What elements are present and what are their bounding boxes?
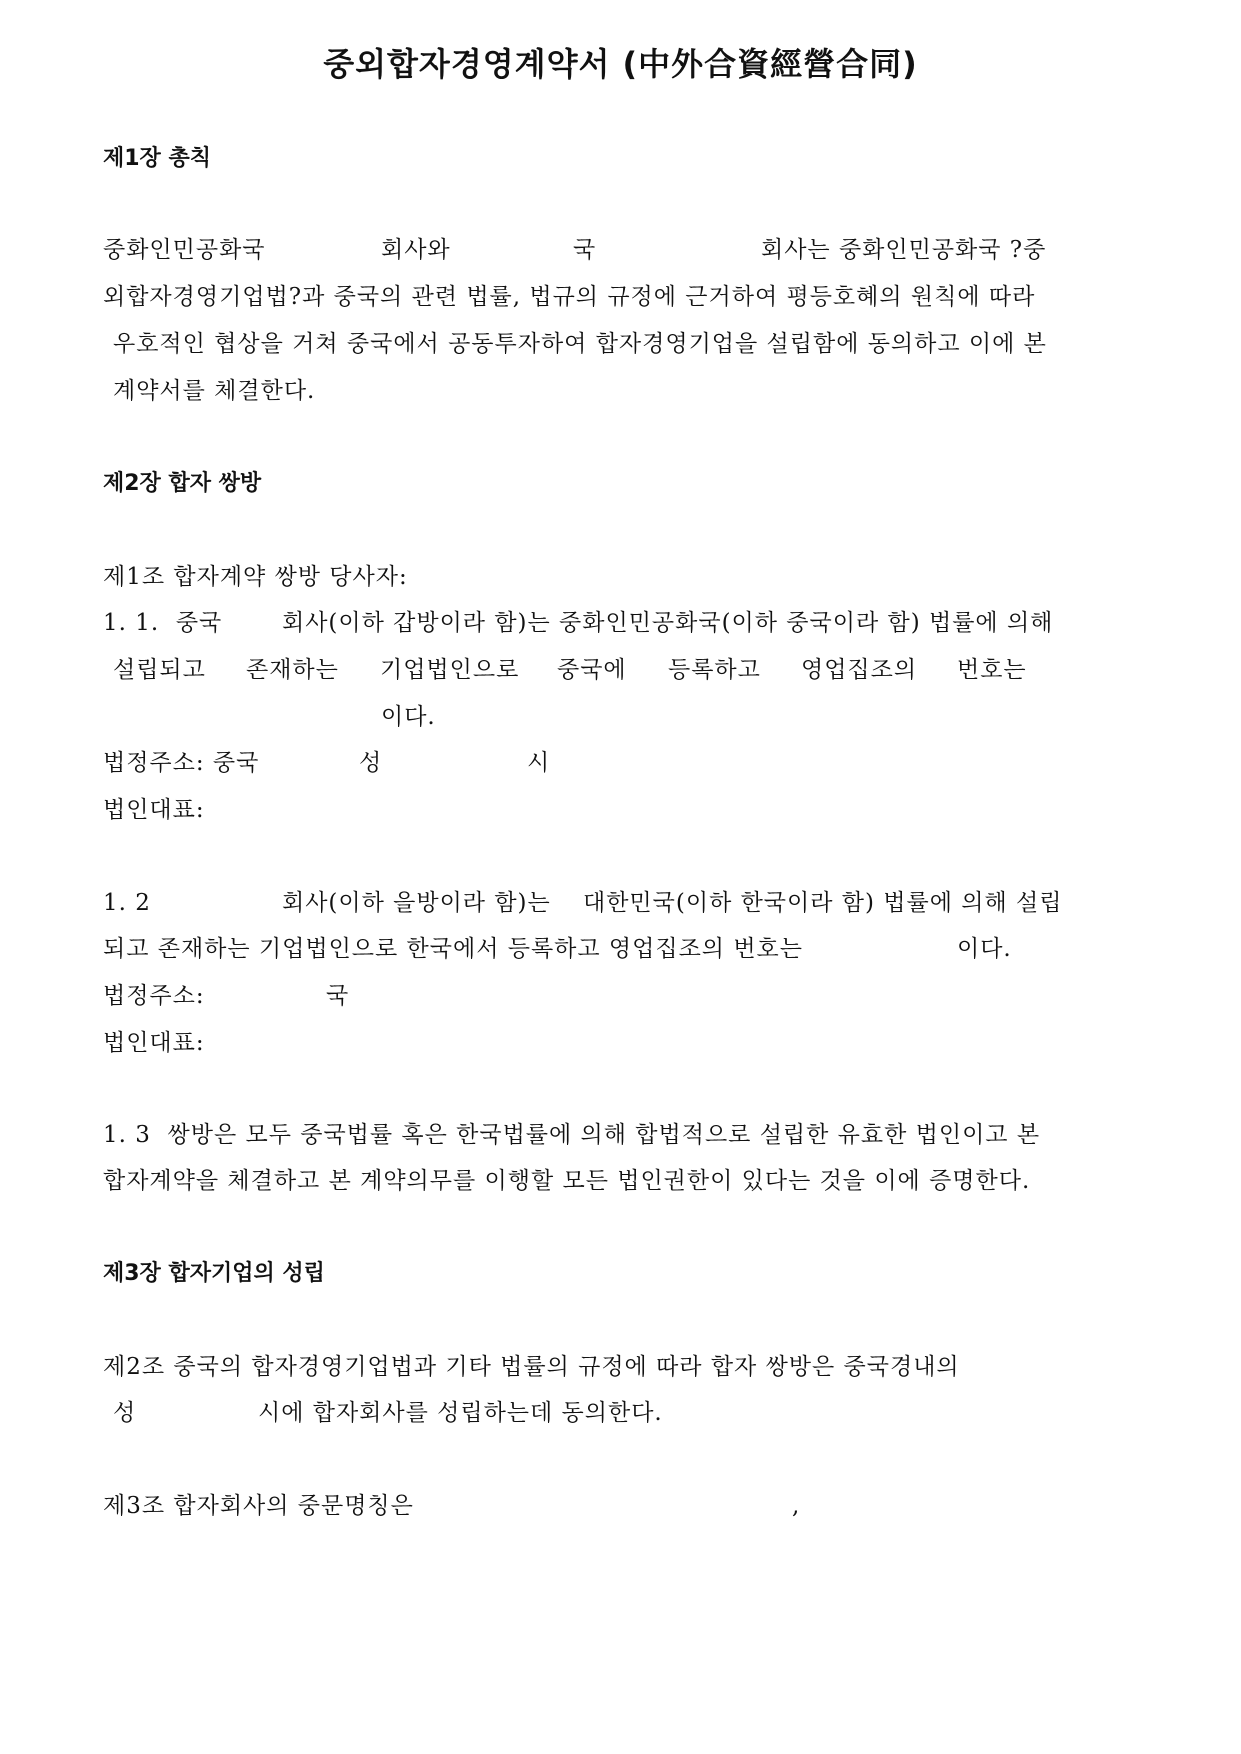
clause-1-1-line2-word5: 등록하고 <box>668 657 761 683</box>
clause-1-2-line1-part3: 대한민국(이하 한국이라 함) 법률에 의해 설립 <box>583 890 1063 916</box>
clause-1-1-representative: 법인대표: <box>103 797 205 823</box>
ch1-para-line1-part4: 회사는 중화인민공화국 ?중 <box>761 237 1047 263</box>
ch1-para-line3: 우호적인 협상을 거쳐 중국에서 공동투자하여 합자경영기업을 설립함에 동의하고 이에 본 <box>113 331 1047 357</box>
article-3-comma: , <box>792 1493 801 1519</box>
clause-1-1-line2-word3: 기업법인으로 <box>380 657 520 683</box>
clause-1-2-address-label: 법정주소: <box>103 983 205 1009</box>
clause-1-1-line1-part2: 회사(이하 갑방이라 함)는 중화인민공화국(이하 중국이라 함) 법률에 의해 <box>282 610 1054 636</box>
ch1-para-line2: 외합자경영기업법?과 중국의 관련 법률, 법규의 규정에 근거하여 평등호혜의 원칙에 따라 <box>103 284 1036 310</box>
clause-1-1-line2-word2: 존재하는 <box>246 657 339 683</box>
clause-1-3-line1: 1. 3 쌍방은 모두 중국법률 혹은 한국법률에 의해 합법적으로 설립한 유효한 법인이고 본 <box>103 1122 1041 1148</box>
chapter-3-heading: 제3장 합자기업의 성립 <box>103 1261 325 1286</box>
clause-1-1-line2-word1: 설립되고 <box>113 657 206 683</box>
ch1-para-line4: 계약서를 체결한다. <box>113 378 316 404</box>
article-2-line2-part1: 성 <box>113 1400 137 1426</box>
article-2-line1: 제2조 중국의 합자경영기업법과 기타 법률의 규정에 따라 합자 쌍방은 중국경내의 <box>103 1354 960 1380</box>
article-1-heading: 제1조 합자계약 쌍방 당사자: <box>103 564 408 590</box>
ch1-para-line1-part1: 중화인민공화국 <box>103 237 266 263</box>
clause-1-1-line2-word6: 영업집조의 <box>801 657 918 683</box>
clause-1-3-line2: 합자계약을 체결하고 본 계약의무를 이행할 모든 법인권한이 있다는 것을 이에 증명한다. <box>103 1168 1031 1194</box>
clause-1-2-representative: 법인대표: <box>103 1030 205 1056</box>
clause-1-2-line1-part1: 1. 2 <box>103 890 151 916</box>
clause-1-2-address-country: 국 <box>326 983 350 1009</box>
ch1-para-line1-part2: 회사와 <box>381 237 451 263</box>
document-title: 중외합자경영계약서 (中外合資經營合同) <box>323 45 918 83</box>
clause-1-1-address-label: 법정주소: 중국 <box>103 750 260 776</box>
clause-1-1-address-province: 성 <box>359 750 383 776</box>
article-2-line2-part2: 시에 합자회사를 성립하는데 동의한다. <box>258 1400 663 1426</box>
clause-1-2-line1-part2: 회사(이하 을방이라 함)는 <box>282 890 551 916</box>
clause-1-2-line2-part1: 되고 존재하는 기업법인으로 한국에서 등록하고 영업집조의 번호는 <box>103 936 803 962</box>
ch1-para-line1-part3: 국 <box>573 237 597 263</box>
chapter-1-heading: 제1장 총칙 <box>103 146 211 171</box>
clause-1-1-address-city: 시 <box>527 750 551 776</box>
clause-1-1-line3: 이다. <box>381 704 436 730</box>
chapter-2-heading: 제2장 합자 쌍방 <box>103 471 262 496</box>
clause-1-1-line2-word7: 번호는 <box>957 657 1027 683</box>
article-3-line1: 제3조 합자회사의 중문명칭은 <box>103 1493 414 1519</box>
clause-1-1-line1-part1: 1. 1. 중국 <box>103 610 223 636</box>
clause-1-2-line2-part2: 이다. <box>957 936 1012 962</box>
clause-1-1-line2-word4: 중국에 <box>557 657 627 683</box>
